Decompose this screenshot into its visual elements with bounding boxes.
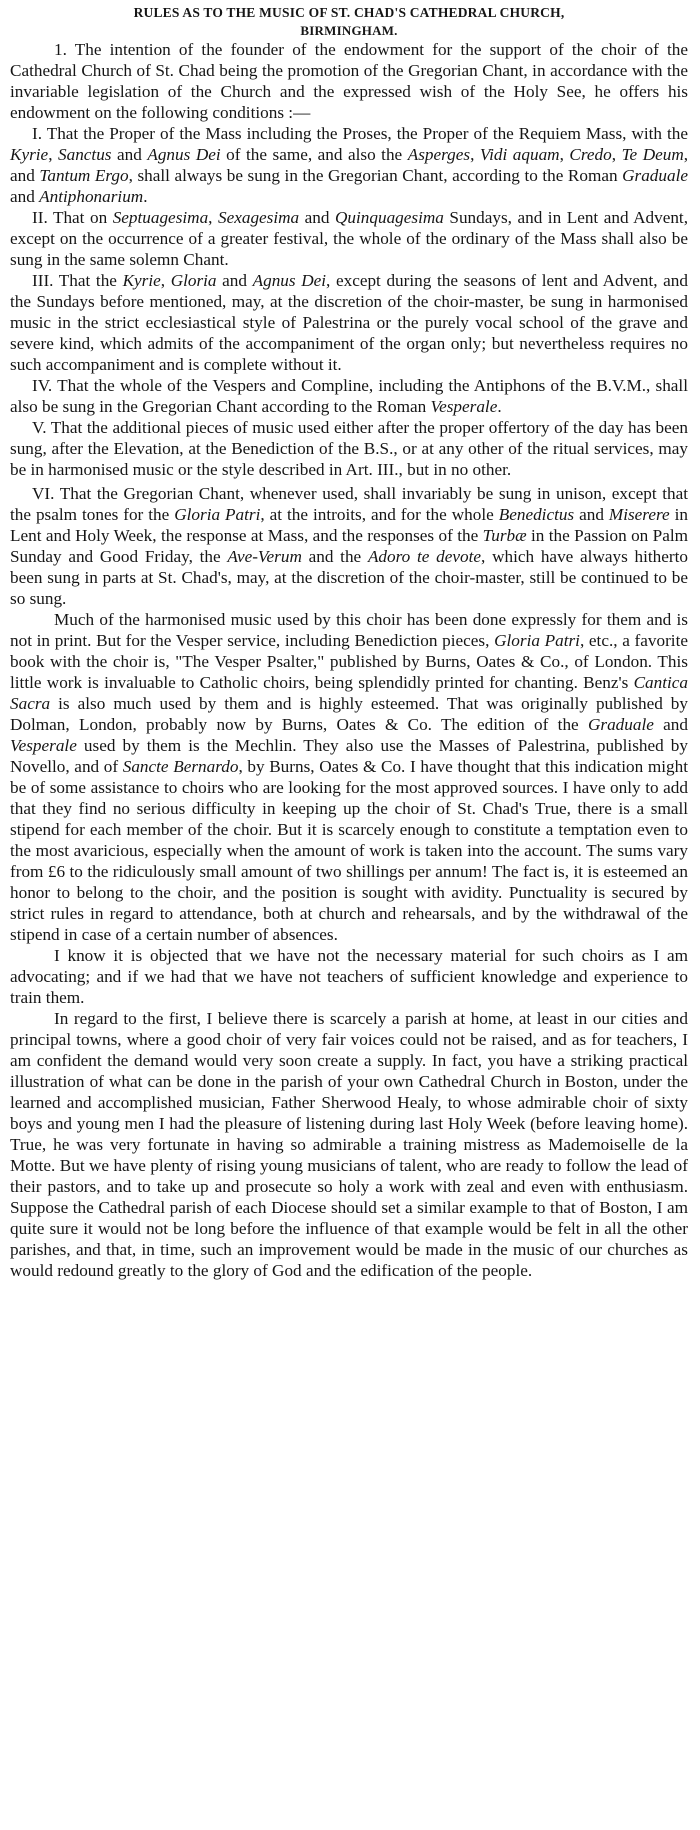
rule-iv: IV. That the whole of the Vespers and Compline, including the Antiphons of the B.V.M., shall also be sung in the Gregorian Chant according to the Roman Vesperale. — [10, 376, 688, 416]
heading-line-2: BIRMINGHAM. — [300, 23, 398, 38]
italic-term: Antiphonarium — [39, 187, 144, 206]
italic-term: Vidi aquam — [479, 145, 560, 164]
rule-ii: II. That on Septuagesima, Sexagesima and Quinquagesima Sundays, and in Lent and Advent, except on the occurrence of a greater festival, the whole of the ordinary of the Mass shall also be sung in the same solemn Chant. — [10, 208, 688, 269]
rule-vi: VI. That the Gregorian Chant, whenever used, shall invariably be sung in unison, except that the psalm tones for the Gloria Patri, at the introits, and for the whole Benedictus and Miserere in Lent and Holy Week, the response at Mass, and the responses of the Turbæ in the Passion on Palm Sunday and Good Friday, the Ave-Verum and the Adoro te devote, which have always hitherto been sung in parts at St. Chad's, may, at the discretion of the choir-master, still be continued to be so sung. — [10, 484, 689, 608]
italic-term: Kyrie — [10, 145, 49, 164]
body-paragraph-objection: I know it is objected that we have not the necessary material for such choirs as I am advocating; and if we had that we have not teachers of sufficient knowledge and experience to train them. — [10, 946, 688, 1007]
italic-term: Sexagesima — [218, 208, 300, 227]
italic-term: Quinquagesima — [335, 208, 444, 227]
body-paragraph-reply: In regard to the first, I believe there is scarcely a parish at home, at least in our cities and principal towns, where a good choir of very fair voices could not be raised, and as for teachers, I am confident the demand would very soon create a supply. In fact, you have a striking practical illustration of what can be done in the parish of your own Cathedral Church in Boston, under the learned and accomplished musician, Father Sherwood Healy, to whose admirable choir of sixty boys and young men I had the pleasure of listening during last Holy Week (before leaving home). True, he was very fortunate in having so admirable a training mistress as Mademoiselle de la Motte. But we have plenty of rising young musicians of talent, who are ready to follow the lead of their pastors, and to take up and prosecute so holy a work with zeal and even with enthusiasm. Suppose the Cathedral parish of each Diocese should set a similar example to that of Boston, I am quite sure it would not be long before the influence of that example would be felt in all the other parishes, and that, in time, such an improvement would be made in the music of our churches as would redound greatly to the glory of God and the edification of the people. — [10, 1009, 688, 1280]
italic-term: Sancte Bernardo — [122, 757, 239, 776]
italic-term: Vesperale — [430, 397, 498, 416]
heading-line-1: RULES AS TO THE MUSIC OF ST. CHAD'S CATHEDRAL CHURCH, — [133, 5, 565, 20]
rule-iii: III. That the Kyrie, Gloria and Agnus Dei, except during the seasons of lent and Advent, and the Sundays before mentioned, may, at the discretion of the choir-master, be sung in harmonised music in the strict ecclesiastical style of Palestrina or the purely vocal school of the grave and severe kind, which admits of the accompaniment of the organ only; but nevertheless requires no such accompaniment and is complete without it. — [10, 271, 688, 374]
italic-term: Agnus Dei — [147, 145, 221, 164]
body-paragraph-harmonised-music: Much of the harmonised music used by this choir has been done expressly for them and is not in print. But for the Vesper service, including Benediction pieces, Gloria Patri, etc., a favorite book with the choir is, "The Vesper Psalter," published by Burns, Oates & Co., of London. This little work is invaluable to Catholic choirs, being splendidly printed for chanting. Benz's Cantica Sacra is also much used by them and is highly esteemed. That was originally published by Dolman, London, probably now by Burns, Oates & Co. The edition of the Graduale and Vesperale used by them is the Mechlin. They also use the Masses of Palestrina, published by Novello, and of Sancte Bernardo, by Burns, Oates & Co. I have thought that this indication might be of some assistance to choirs who are looking for the most approved sources. I have only to add that they find no serious difficulty in keeping up the choir of St. Chad's True, there is a small stipend for each member of the choir. But it is scarcely enough to constitute a temptation even to the most avaricious, especially when the amount of work is taken into the account. The sums vary from £6 to the ridiculously small amount of two shillings per annum! The fact is, it is esteemed an honor to belong to the choir, and the position is sought with avidity. Punctuality is secured by strict rules in regard to attendance, both at church and rehearsals, and by the withdrawal of the stipend in case of a certain number of absences. — [10, 610, 688, 944]
article-heading — [10, 4, 688, 39]
italic-term: Credo — [569, 145, 612, 164]
italic-term: Gloria Patri — [174, 505, 261, 524]
italic-term: Ave-Verum — [227, 547, 302, 566]
italic-term: Turbæ — [482, 526, 527, 545]
italic-term: Adoro te devote — [367, 547, 482, 566]
italic-term: Gloria Patri — [494, 631, 580, 650]
italic-term: Sanctus — [58, 145, 112, 164]
rule-v: V. That the additional pieces of music used either after the proper offertory of the day has been sung, after the Elevation, at the Benediction of the B.S., or at any other of the ritual services, may be in harmonised music or the style described in Art. III., but in no other. — [10, 418, 688, 479]
italic-term: Agnus Dei — [252, 271, 327, 290]
italic-term: Asperges — [407, 145, 471, 164]
italic-term: Cantica Sacra — [10, 673, 688, 713]
italic-term: Kyrie — [122, 271, 161, 290]
italic-term: Tantum Ergo — [39, 166, 129, 185]
italic-term: Graduale — [622, 166, 688, 185]
italic-term: Te Deum — [621, 145, 684, 164]
italic-term: Benedictus — [498, 505, 575, 524]
italic-term: Graduale — [587, 715, 654, 734]
intro-paragraph: 1. The intention of the founder of the endowment for the support of the choir of the Cathedral Church of St. Chad being the promotion of the Gregorian Chant, in accordance with the invariable legislation of the Church and the expressed wish of the Holy See, he offers his endowment on the following conditions :— — [10, 40, 688, 122]
italic-term: Miserere — [608, 505, 670, 524]
italic-term: Vesperale — [10, 736, 77, 755]
italic-term: Gloria — [170, 271, 217, 290]
rule-i: I. That the Proper of the Mass including the Proses, the Proper of the Requiem Mass, with the Kyrie, Sanctus and Agnus Dei of the same, and also the Asperges, Vidi aquam, Credo, Te Deum, and Tantum Ergo, shall always be sung in the Gregorian Chant, according to the Roman Graduale and Antiphonarium. — [10, 124, 689, 206]
italic-term: Septuagesima — [112, 208, 209, 227]
